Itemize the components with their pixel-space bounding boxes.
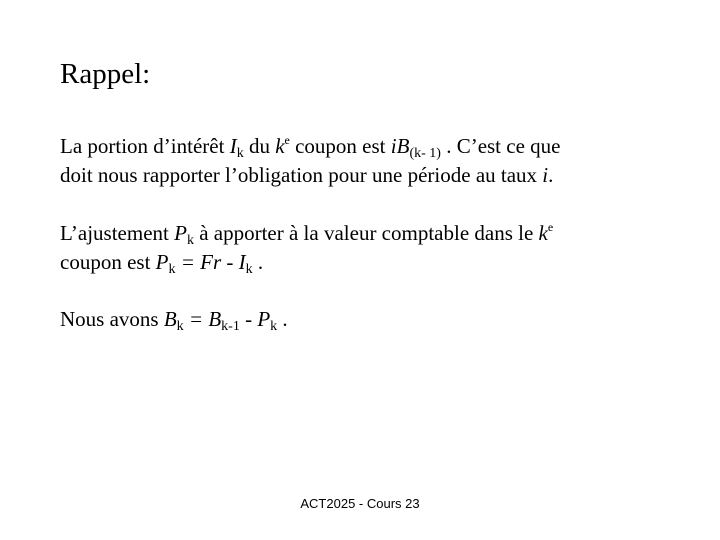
superscript: e <box>284 133 290 147</box>
variable: I <box>229 134 237 158</box>
formula: - P <box>239 307 271 331</box>
paragraph-adjustment <box>60 219 553 277</box>
text: coupon est <box>60 250 156 274</box>
variable: P <box>174 221 187 245</box>
text: . <box>277 307 288 331</box>
subscript: k <box>236 146 244 161</box>
text: du <box>243 134 276 158</box>
variable: P <box>155 250 169 274</box>
subscript: k <box>176 319 184 334</box>
variable: B <box>163 307 177 331</box>
text: Nous avons <box>60 307 164 331</box>
subscript: k-1 <box>221 319 240 334</box>
text: L’ajustement <box>60 221 175 245</box>
text: coupon est <box>289 134 391 158</box>
superscript: e <box>547 220 554 234</box>
subscript: (k- 1) <box>409 146 441 161</box>
text: doit nous rapporter l’obligation pour une période au taux <box>60 163 543 187</box>
variable: i <box>542 163 549 187</box>
subscript: k <box>168 262 176 277</box>
formula: = B <box>183 307 222 331</box>
paragraph-interest-portion <box>60 132 560 190</box>
formula: = Fr - I <box>175 250 246 274</box>
text: à apporter à la valeur comptable dans le <box>193 221 539 245</box>
variable: iB <box>390 134 410 158</box>
subscript: k <box>270 319 278 334</box>
text: La portion d’intérêt <box>60 134 230 158</box>
variable: k <box>538 221 548 245</box>
paragraph-book-value <box>60 305 288 334</box>
text: . <box>252 250 264 274</box>
variable: k <box>275 134 285 158</box>
text: . <box>548 163 554 187</box>
slide-footer: ACT2025 - Cours 23 <box>300 496 420 511</box>
text: . C’est ce que <box>440 134 561 158</box>
slide-title: Rappel: <box>60 58 151 90</box>
subscript: k <box>245 262 253 277</box>
subscript: k <box>186 233 194 248</box>
